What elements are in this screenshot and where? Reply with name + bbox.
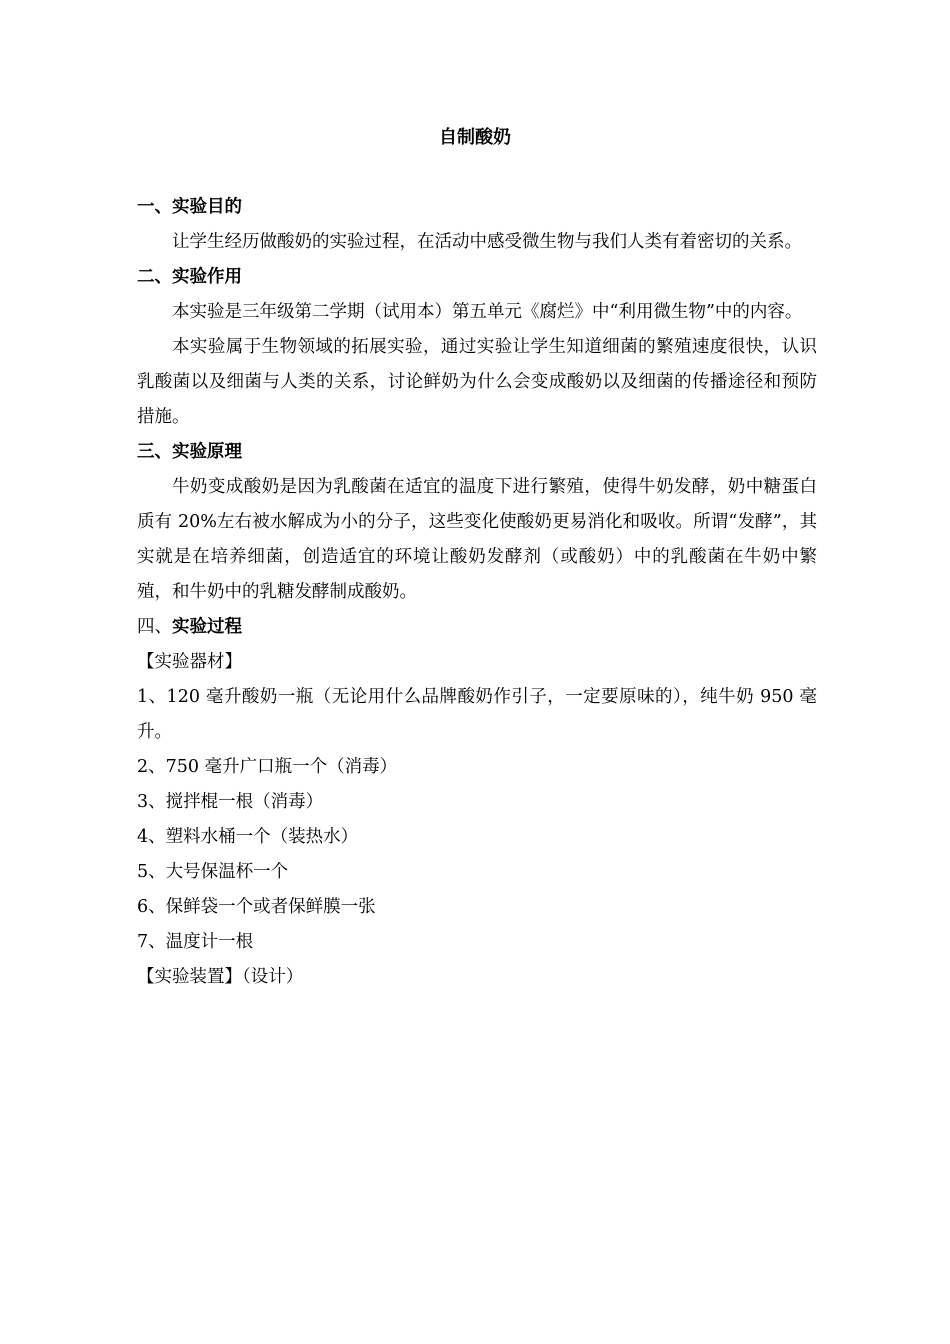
role-paragraph-2: 本实验属于生物领域的拓展实验，通过实验让学生知道细菌的繁殖速度很快，认识乳酸菌以及细菌与人类的关系，讨论鲜奶为什么会变成酸奶以及细菌的传播途径和预防措施。	[137, 337, 817, 427]
section-title: 实验作用	[172, 267, 242, 287]
section-heading-process	[137, 610, 817, 645]
section-heading-role	[137, 260, 817, 295]
role-paragraph-1: 本实验是三年级第二学期（试用本）第五单元《腐烂》中“利用微生物”中的内容。	[172, 302, 803, 322]
section-number: 三、	[137, 442, 172, 462]
section-title: 实验原理	[172, 442, 242, 462]
materials-item: 4、塑料水桶一个（装热水）	[137, 827, 359, 847]
section-number: 二、	[137, 267, 172, 287]
materials-item: 6、保鲜袋一个或者保鲜膜一张	[137, 897, 376, 917]
document-title: 自制酸奶	[439, 127, 511, 148]
document-body	[137, 190, 817, 995]
section-title: 实验过程	[172, 617, 242, 637]
section-heading-principle	[137, 435, 817, 470]
materials-item: 1、120 毫升酸奶一瓶（无论用什么品牌酸奶作引子，一定要原味的），纯牛奶 950 毫升。	[137, 687, 817, 742]
materials-item: 2、750 毫升广口瓶一个（消毒）	[137, 757, 398, 777]
section-heading-purpose	[137, 190, 817, 225]
section-number: 四、	[137, 617, 172, 637]
materials-label: 【实验器材】	[137, 652, 242, 672]
section-title: 实验目的	[172, 197, 242, 217]
materials-item: 7、温度计一根	[137, 932, 254, 952]
materials-item: 5、大号保温杯一个	[137, 862, 289, 882]
principle-paragraph: 牛奶变成酸奶是因为乳酸菌在适宜的温度下进行繁殖，使得牛奶发酵，奶中糖蛋白质有 20%左右被水解成为小的分子，这些变化使酸奶更易消化和吸收。所谓“发酵”，其实就是在培养细菌，创造适宜的环境让酸奶发酵剂（或酸奶）中的乳酸菌在牛奶中繁殖，和牛奶中的乳糖发酵制成酸奶。	[137, 477, 817, 602]
purpose-paragraph: 让学生经历做酸奶的实验过程，在活动中感受微生物与我们人类有着密切的关系。	[172, 232, 802, 252]
apparatus-label: 【实验装置】（设计）	[137, 967, 304, 987]
materials-item: 3、搅拌棍一根（消毒）	[137, 792, 324, 812]
section-number: 一、	[137, 197, 172, 217]
